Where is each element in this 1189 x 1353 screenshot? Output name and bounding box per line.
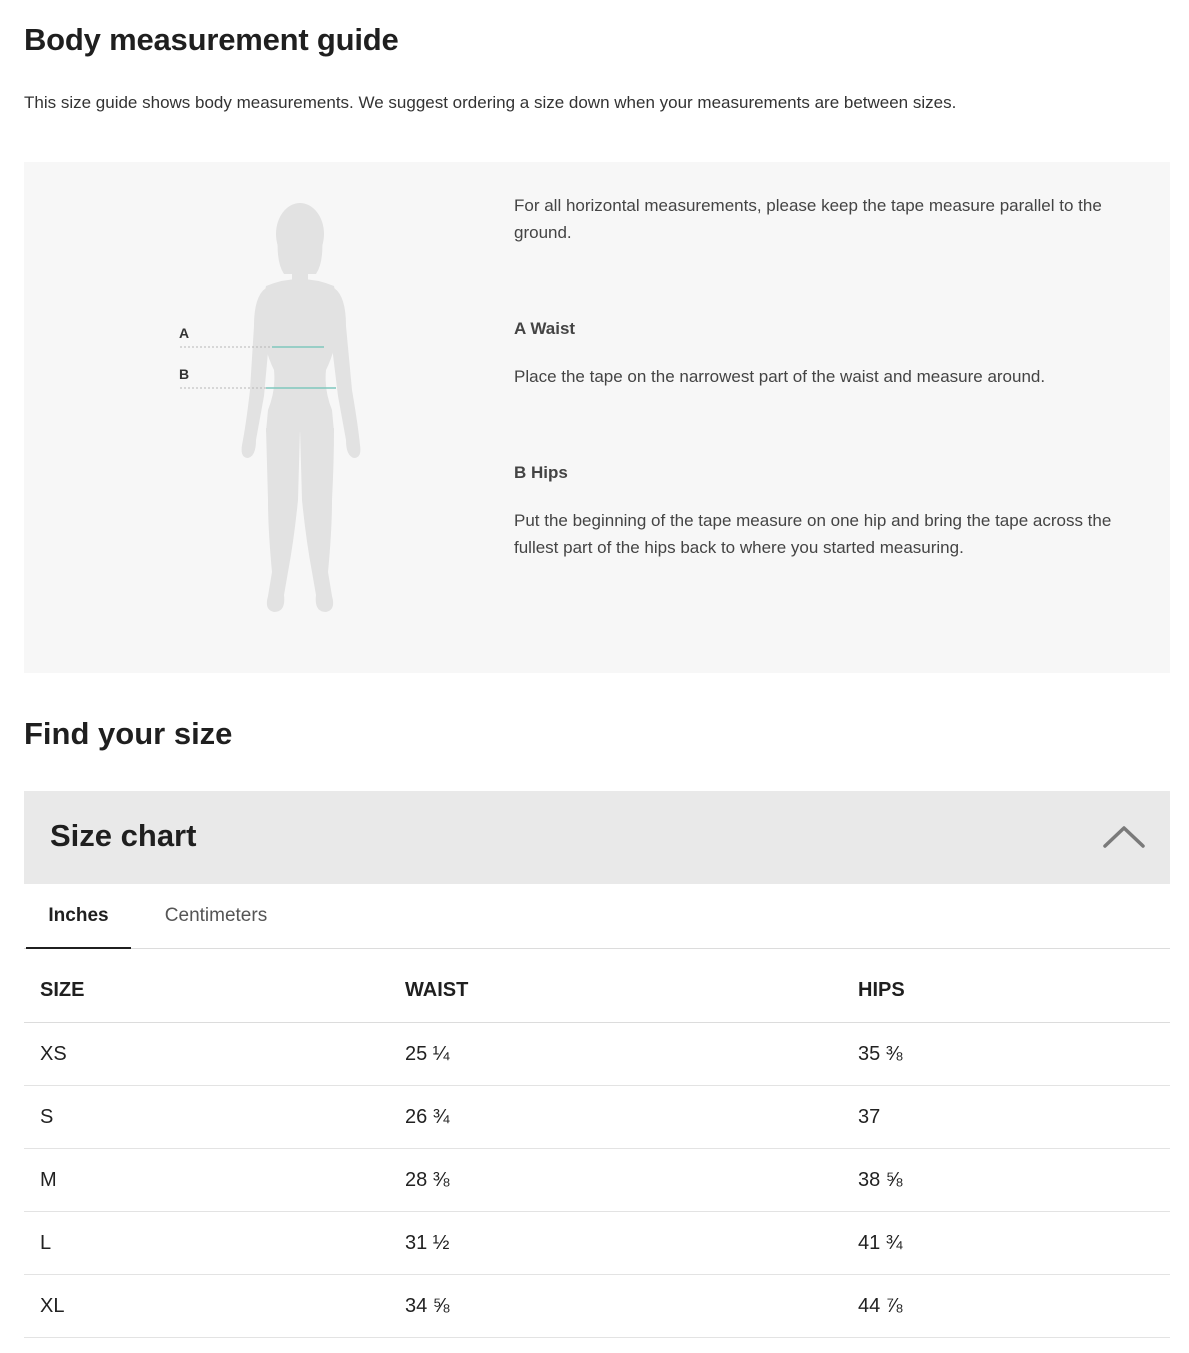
hips-heading: B Hips: [514, 463, 568, 482]
size-table: [24, 958, 1170, 1338]
hips-cell: 38 ⅝: [842, 1149, 1170, 1212]
waist-cell: 25 ¼: [389, 1023, 842, 1086]
waist-cell: 34 ⅝: [389, 1275, 842, 1338]
table-row: [24, 1275, 1170, 1338]
measurement-guide-panel: [24, 162, 1170, 673]
column-header-waist: WAIST: [389, 958, 842, 1023]
hips-cell: 41 ¾: [842, 1212, 1170, 1275]
table-row: [24, 1086, 1170, 1149]
tab-inches[interactable]: Inches: [26, 884, 131, 949]
hips-cell: 44 ⅞: [842, 1275, 1170, 1338]
body-silhouette-icon: [174, 200, 384, 620]
body-figure: [174, 200, 384, 620]
page-title: Body measurement guide: [24, 22, 399, 57]
size-cell: XS: [24, 1023, 389, 1086]
table-row: [24, 1149, 1170, 1212]
table-header-row: [24, 958, 1170, 1023]
size-cell: L: [24, 1212, 389, 1275]
waist-cell: 31 ½: [389, 1212, 842, 1275]
waist-cell: 26 ¾: [389, 1086, 842, 1149]
figure-label-a: A: [179, 325, 190, 341]
table-row: [24, 1023, 1170, 1086]
hips-description: Put the beginning of the tape measure on one hip and bring the tape across the fullest part of the hips back to where you started measuring.: [514, 511, 1112, 557]
figure-label-b: B: [179, 366, 190, 382]
chevron-up-icon[interactable]: [1102, 823, 1146, 849]
size-cell: M: [24, 1149, 389, 1212]
column-header-hips: HIPS: [842, 958, 1170, 1023]
waist-description: Place the tape on the narrowest part of the waist and measure around.: [514, 367, 1046, 386]
size-chart-accordion-header[interactable]: [24, 791, 1170, 884]
intro-text: This size guide shows body measurements. We suggest ordering a size down when your measurements are between sizes.: [24, 93, 957, 112]
waist-heading: A Waist: [514, 319, 576, 338]
hips-cell: 37: [842, 1086, 1170, 1149]
size-cell: S: [24, 1086, 389, 1149]
horizontal-measurement-note: For all horizontal measurements, please keep the tape measure parallel to the ground.: [514, 196, 1102, 242]
waist-cell: 28 ⅜: [389, 1149, 842, 1212]
tab-centimeters[interactable]: Centimeters: [164, 905, 268, 926]
size-cell: XL: [24, 1275, 389, 1338]
unit-tabs: [24, 884, 1170, 949]
hips-cell: 35 ⅜: [842, 1023, 1170, 1086]
find-your-size-title: Find your size: [24, 716, 233, 751]
table-row: [24, 1212, 1170, 1275]
size-chart-title: Size chart: [50, 818, 197, 853]
column-header-size: SIZE: [24, 958, 389, 1023]
